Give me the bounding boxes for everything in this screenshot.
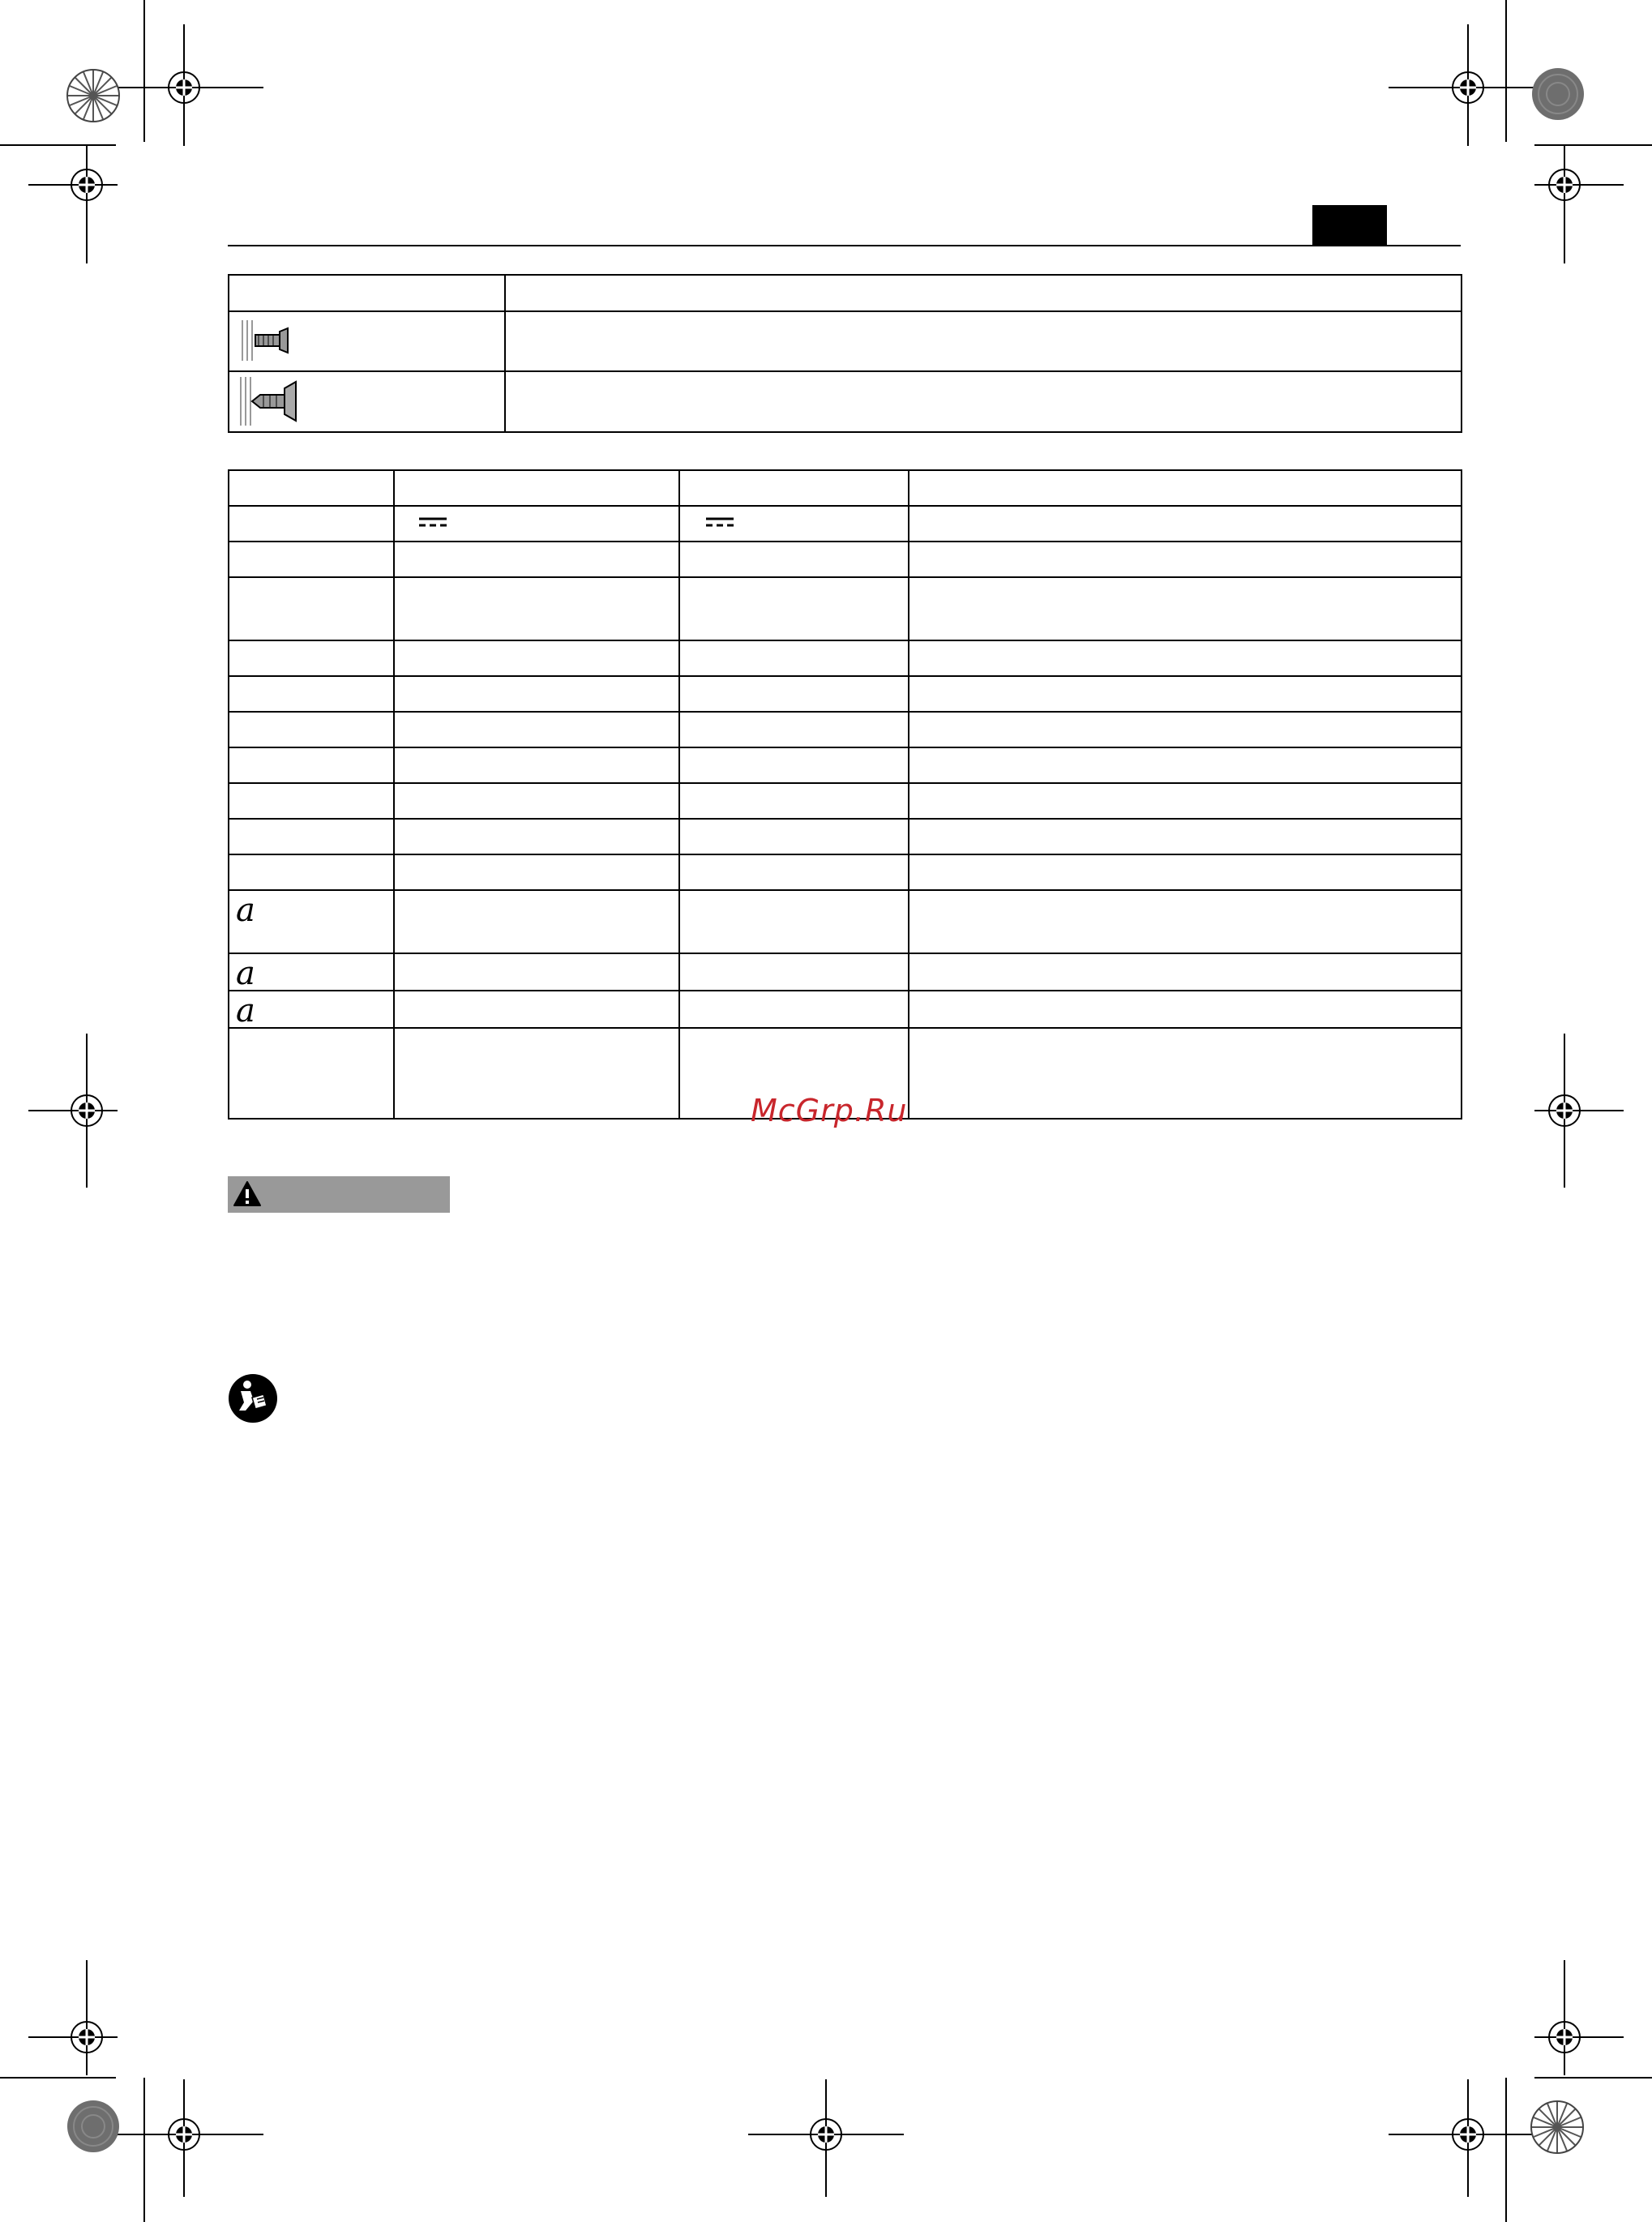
read-manual-icon (228, 1373, 278, 1424)
table-row (229, 854, 1462, 890)
table-row (229, 676, 1462, 712)
warning-triangle-icon (233, 1180, 262, 1208)
color-wheel-icon (66, 68, 121, 123)
header-rule (228, 245, 1461, 246)
table-row (229, 311, 1462, 371)
small-screw-icon (236, 320, 293, 361)
screw-table (228, 274, 1462, 433)
watermark: McGrp.Ru (751, 1093, 908, 1128)
table-row (229, 890, 1462, 953)
warning-banner (228, 1176, 450, 1213)
table-row (229, 577, 1462, 640)
table-row (229, 783, 1462, 819)
table-row (229, 991, 1462, 1028)
table-row (229, 712, 1462, 747)
alpha-symbol: a (236, 892, 255, 929)
table-row (229, 819, 1462, 854)
table-row (229, 640, 1462, 676)
large-screw-icon (236, 377, 301, 426)
spec-table (228, 469, 1462, 1120)
color-wheel-icon (1531, 67, 1585, 121)
language-tab (1312, 205, 1387, 246)
table-row (229, 470, 1462, 506)
alpha-symbol: a (236, 955, 255, 992)
table-row (229, 953, 1462, 991)
dc-current-icon (419, 516, 447, 528)
alpha-symbol: a (236, 992, 255, 1030)
dc-current-icon (706, 516, 734, 528)
table-row (229, 275, 1462, 311)
table-row (229, 371, 1462, 432)
table-row (229, 542, 1462, 577)
color-wheel-icon (1530, 2100, 1585, 2155)
table-row (229, 747, 1462, 783)
color-wheel-icon (66, 2100, 120, 2153)
table-row (229, 506, 1462, 542)
